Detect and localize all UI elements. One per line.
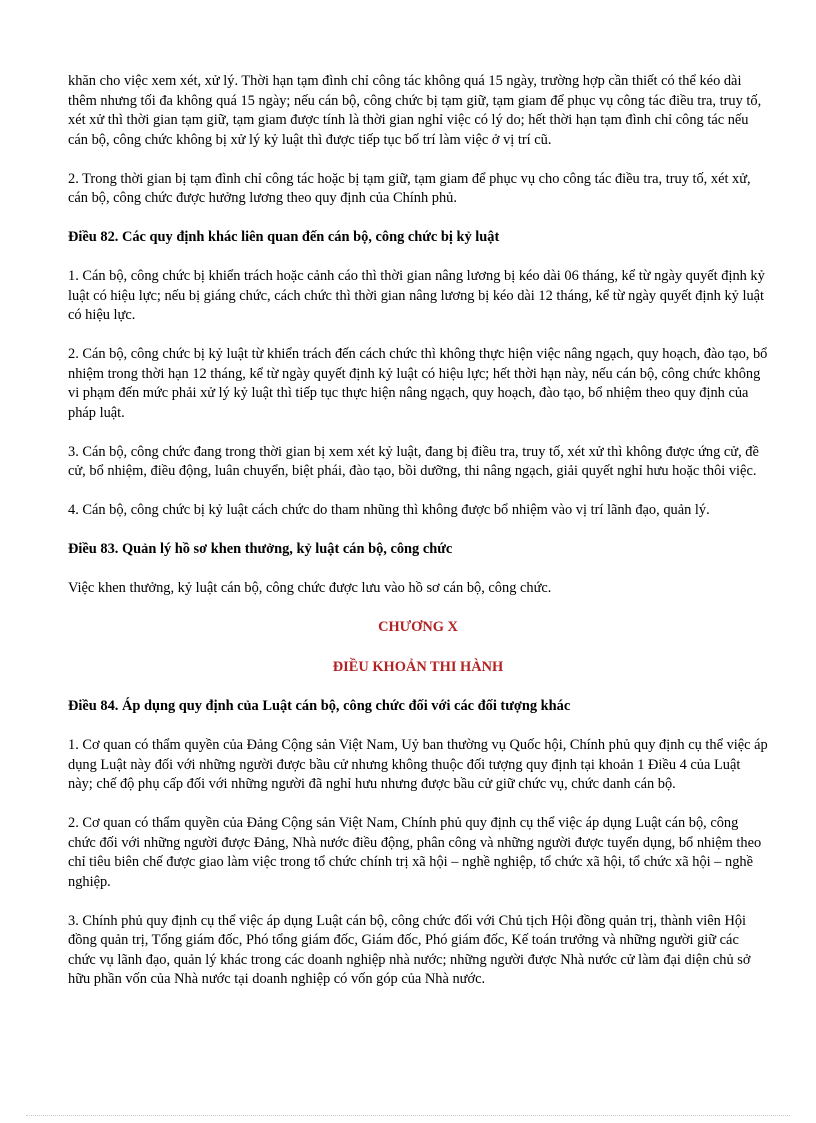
paragraph-article-82-clause-2: 2. Cán bộ, công chức bị kỷ luật từ khiển trách đến cách chức thì không thực hiện việc nâng ngạch, quy hoạch, đào tạo, bổ nhiệm trong thời hạn 12 tháng, kể từ ngày quyết định kỷ luật có hiệu lực; hết thời hạn này, nếu cán bộ, công chức không vi phạm đến mức phải xử lý kỷ luật thì tiếp tục thực hiện nâng ngạch, quy hoạch, đào tạo, bổ nhiệm theo quy định của pháp luật. [68, 346, 768, 421]
paragraph-continued-text: khăn cho việc xem xét, xử lý. Thời hạn tạm đình chỉ công tác không quá 15 ngày, trường hợp cần thiết có thể kéo dài thêm nhưng tối đa không quá 15 ngày; nếu cán bộ, công chức bị tạm giữ, tạm giam để phục vụ công tác điều tra, truy tố, xét xử thì thời gian tạm giữ, tạm giam được tính là thời gian nghỉ việc có lý do; hết thời hạn tạm đình chỉ công tác nếu cán bộ, công chức không bị xử lý kỷ luật thì được tiếp tục bố trí làm việc ở vị trí cũ. [68, 73, 762, 148]
article-82-heading: Điều 82. Các quy định khác liên quan đến cán bộ, công chức bị kỷ luật [68, 229, 500, 245]
paragraph-article-82-clause-3: 3. Cán bộ, công chức đang trong thời gian bị xem xét kỷ luật, đang bị điều tra, truy tố, xét xử thì không được ứng cử, đề cử, bổ nhiệm, điều động, luân chuyển, biệt phái, đào tạo, bồi dưỡng, thi nâng ngạch, giải quyết nghỉ hưu hoặc thôi việc. [68, 443, 759, 479]
chapter-title-heading: ĐIỀU KHOẢN THI HÀNH [332, 658, 504, 675]
article-84-heading: Điều 84. Áp dụng quy định của Luật cán bộ, công chức đối với các đối tượng khác [68, 698, 571, 714]
paragraph-clause-2: 2. Trong thời gian bị tạm đình chỉ công tác hoặc bị tạm giữ, tạm giam để phục vụ cho công tác điều tra, truy tố, xét xử, cán bộ, công chức được hưởng lương theo quy định của Chính phủ. [68, 170, 751, 206]
paragraph-article-84-clause-1: 1. Cơ quan có thẩm quyền của Đảng Cộng sản Việt Nam, Uỷ ban thường vụ Quốc hội, Chính phủ quy định cụ thể việc áp dụng Luật này đối với những người được bầu cử nhưng không thuộc đối tượng quy định tại khoản 1 Điều 4 của Luật này; chế độ phụ cấp đối với những người đã nghỉ hưu nhưng được bầu cử giữ chức vụ, chức danh cán bộ. [68, 737, 768, 792]
paragraph-article-82-clause-1: 1. Cán bộ, công chức bị khiển trách hoặc cảnh cáo thì thời gian nâng lương bị kéo dài 06 tháng, kể từ ngày quyết định kỷ luật có hiệu lực; nếu bị giáng chức, cách chức thì thời gian nâng lương bị kéo dài 12 tháng, kể từ ngày quyết định kỷ luật có hiệu lực. [68, 268, 765, 323]
paragraph-article-82-clause-4: 4. Cán bộ, công chức bị kỷ luật cách chức do tham nhũng thì không được bổ nhiệm vào vị trí lãnh đạo, quản lý. [68, 502, 710, 518]
page-bottom-divider [26, 1115, 790, 1116]
document-page [68, 72, 768, 1009]
paragraph-article-84-clause-2: 2. Cơ quan có thẩm quyền của Đảng Cộng sản Việt Nam, Chính phủ quy định cụ thể việc áp dụng Luật cán bộ, công chức đối với những người được Đảng, Nhà nước điều động, phân công và những người được tuyển dụng, bổ nhiệm theo chỉ tiêu biên chế được giao làm việc trong tổ chức chính trị xã hội – nghề nghiệp, tổ chức xã hội, tổ chức xã hội – nghề nghiệp. [68, 815, 762, 890]
paragraph-article-84-clause-3: 3. Chính phủ quy định cụ thể việc áp dụng Luật cán bộ, công chức đối với Chủ tịch Hội đồng quản trị, thành viên Hội đồng quản trị, Tổng giám đốc, Phó tổng giám đốc, Giám đốc, Phó giám đốc, Kế toán trưởng và những người giữ các chức vụ lãnh đạo, quản lý khác trong các doanh nghiệp nhà nước; những người được Nhà nước cử làm đại diện chủ sở hữu phần vốn của Nhà nước tại doanh nghiệp có vốn góp của Nhà nước. [68, 912, 751, 987]
chapter-number-heading: CHƯƠNG X [378, 619, 458, 635]
article-83-heading: Điều 83. Quản lý hồ sơ khen thưởng, kỷ luật cán bộ, công chức [68, 541, 453, 557]
paragraph-article-83-body: Việc khen thưởng, kỷ luật cán bộ, công chức được lưu vào hồ sơ cán bộ, công chức. [68, 580, 552, 596]
